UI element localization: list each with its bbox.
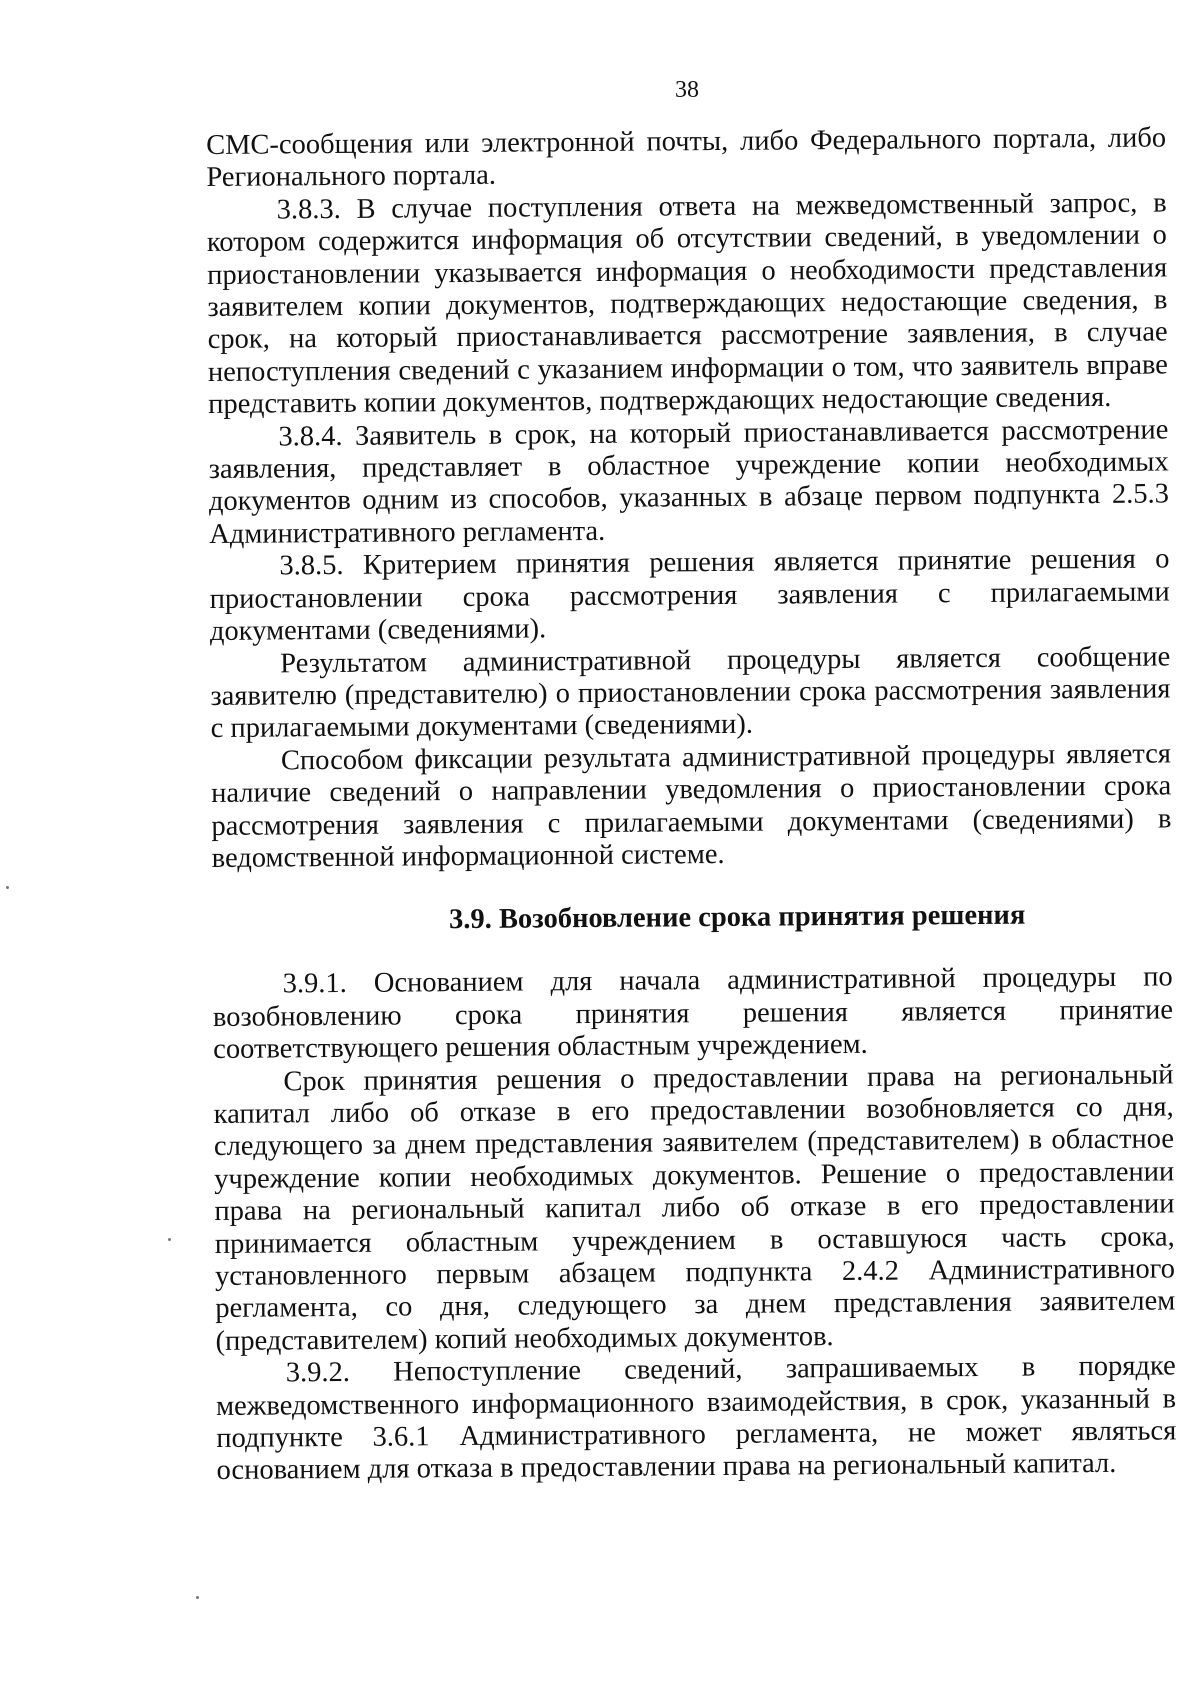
paragraph-continuation: СМС-сообщения или электронной почты, либо Федерального портала, либо Регионального портала. [206,122,1167,194]
scan-speck [168,1238,171,1241]
scan-speck [6,886,9,889]
paragraph-term: Срок принятия решения о предоставлении права на региональный капитал либо об отказе в его предоставлении возобновляется со дня, следующего за днем представления заявителем (представителем) в областное учреждение копии необходимых документов. Решение о предоставлении права на региональный капитал либо об отказе в его предоставлении принимается областным учреждением в оставшуюся часть срока, установленного первым абзацем подпункта 2.4.2 Административного регламента, со дня, следующего за днем представления заявителем (представителем) копий необходимых документов. [213,1058,1176,1357]
scan-speck [196,1596,199,1599]
paragraph-3-8-5: 3.8.5. Критерием принятия решения является принятие решения о приостановлении срока рассмотрения заявления с прилагаемыми документами (сведениями). [209,543,1170,648]
section-heading: 3.9. Возобновление срока принятия решения [448,899,1026,936]
paragraph-3-9-1: 3.9.1. Основанием для начала административной процедуры по возобновлению срока принятия решения является принятие соответствующего решения областным учреждением. [212,961,1174,1066]
paragraph-3-8-3: 3.8.3. В случае поступления ответа на межведомственный запрос, в котором содержится информация об отсутствии сведений, в уведомлении о приостановлении указывается информация о необходимости представления заявителем копии документов, подтверждающих недостающие сведения, в срок, на который приостанавливается рассмотрение заявления, в случае непоступления сведений с указанием информации о том, что заявитель вправе представить копии документов, подтверждающих недостающие сведения. [206,187,1168,421]
document-body [206,122,1177,1487]
paragraph-fixation: Способом фиксации результата административной процедуры является наличие сведений о направлении уведомления о приостановлении срока рассмотрения заявления с прилагаемыми документами (сведениями) в ведомственной информационной системе. [211,738,1172,874]
paragraph-result: Результатом административной процедуры является сообщение заявителю (представителю) о приостановлении срока рассмотрения заявления с прилагаемыми документами (сведениями). [210,640,1171,745]
paragraph-3-9-2: 3.9.2. Непоступление сведений, запрашиваемых в порядке межведомственного информационного взаимодействия, в срок, указанный в подпункте 3.6.1 Административного регламента, не может являться основанием для отказа в предоставлении права на региональный капитал. [215,1350,1177,1487]
page-number: 38 [675,77,699,103]
paragraph-3-8-4: 3.8.4. Заявитель в срок, на который приостанавливается рассмотрение заявления, представляет в областное учреждение копии необходимых документов одним из способов, указанных в абзаце первом подпункта 2.5.3 Административного регламента. [208,414,1170,550]
